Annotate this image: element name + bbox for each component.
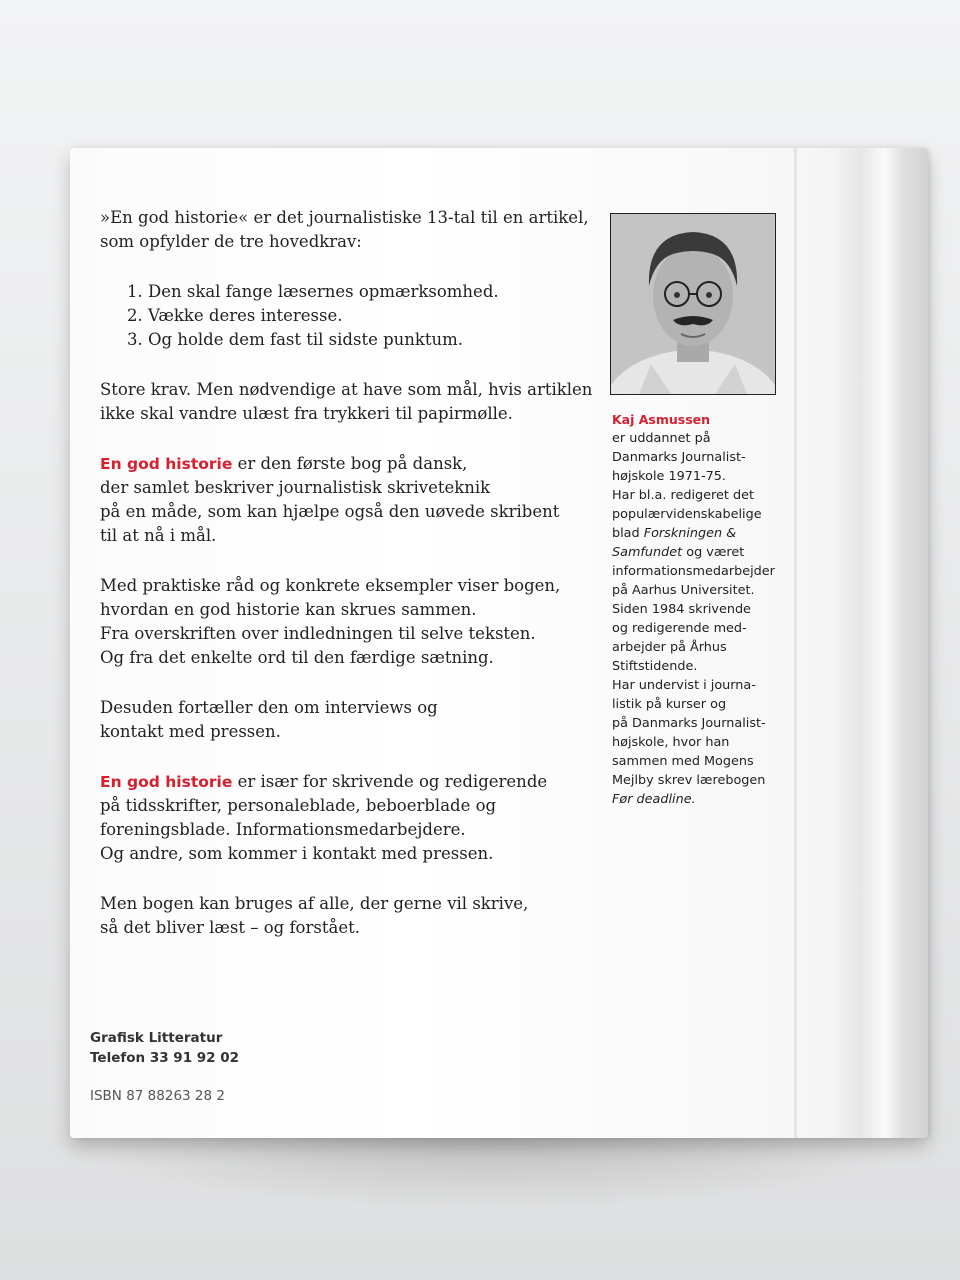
textbook-title: Før deadline. — [612, 792, 696, 807]
publisher-phone: Telefon 33 91 92 02 — [90, 1050, 240, 1066]
list-item: 3. Og holde dem fast til sidste punktum. — [148, 328, 600, 352]
blurb-paragraph-2: Store krav. Men nødvendige at have som mål, hvis artiklen ikke skal vandre ulæst fra trykkeri til papirmølle. — [100, 380, 593, 423]
book-spine-edge — [832, 148, 928, 1138]
blurb-paragraph-7: Men bogen kan bruges af alle, der gerne vil skrive, så det bliver læst – og forstået. — [100, 894, 529, 937]
list-item: 1. Den skal fange læsernes opmærksomhed. — [148, 280, 600, 304]
magazine-title: Samfundet — [612, 545, 683, 560]
book-title-highlight: En god historie — [100, 773, 233, 791]
blurb-paragraph-6: En god historie er især for skrivende og redigerende på tidsskrifter, personaleblade, beboerblade og foreningsblade. Informationsmedarbejdere. Og andre, som kommer i kontakt med pressen. — [100, 772, 548, 863]
author-photo — [610, 213, 776, 395]
blurb-paragraph-4: Med praktiske råd og konkrete eksempler viser bogen, hvordan en god historie kan skrues sammen. Fra overskriften over indledningen til selve teksten. Og fra det enkelte ord til den færdige sætning. — [100, 576, 561, 667]
author-portrait-icon — [611, 214, 775, 394]
floor-shadow — [40, 1130, 940, 1210]
blurb-paragraph-5: Desuden fortæller den om interviews og kontakt med pressen. — [100, 698, 438, 741]
requirements-list — [100, 280, 600, 352]
book-back-cover — [70, 148, 928, 1138]
publisher-block — [90, 1028, 239, 1068]
magazine-title: Forskningen & — [643, 526, 737, 541]
blurb-paragraph-3: En god historie er den første bog på dansk, der samlet beskriver journalistisk skriveteknik på en måde, som kan hjælpe også den uøvede skribent til at nå i mål. — [100, 454, 560, 545]
publisher-name: Grafisk Litteratur — [90, 1030, 223, 1046]
author-bio: Kaj Asmussen er uddannet på Danmarks Journalist- højskole 1971-75. Har bl.a. redigeret det populærvidenskabelige blad Forskningen & Samfundet og været informationsmedarbejder på Aarhus Universitet. Siden 1984 skrivende og redigerende med- arbejder på Århus Stiftstidende. Har undervist i journa- listik på kurser og på Danmarks Journalist- højskole, hvor han sammen med Mogens Mejlby skrev lærebogen Før deadline. — [612, 410, 832, 809]
blurb-text — [100, 206, 600, 966]
list-item: 2. Vække deres interesse. — [148, 304, 600, 328]
author-name: Kaj Asmussen — [612, 412, 711, 427]
isbn: ISBN 87 88263 28 2 — [90, 1088, 225, 1104]
book-title-highlight: En god historie — [100, 455, 233, 473]
blurb-intro: »En god historie« er det journalistiske 13-tal til en artikel, som opfylder de tre hovedkrav: — [100, 208, 589, 251]
